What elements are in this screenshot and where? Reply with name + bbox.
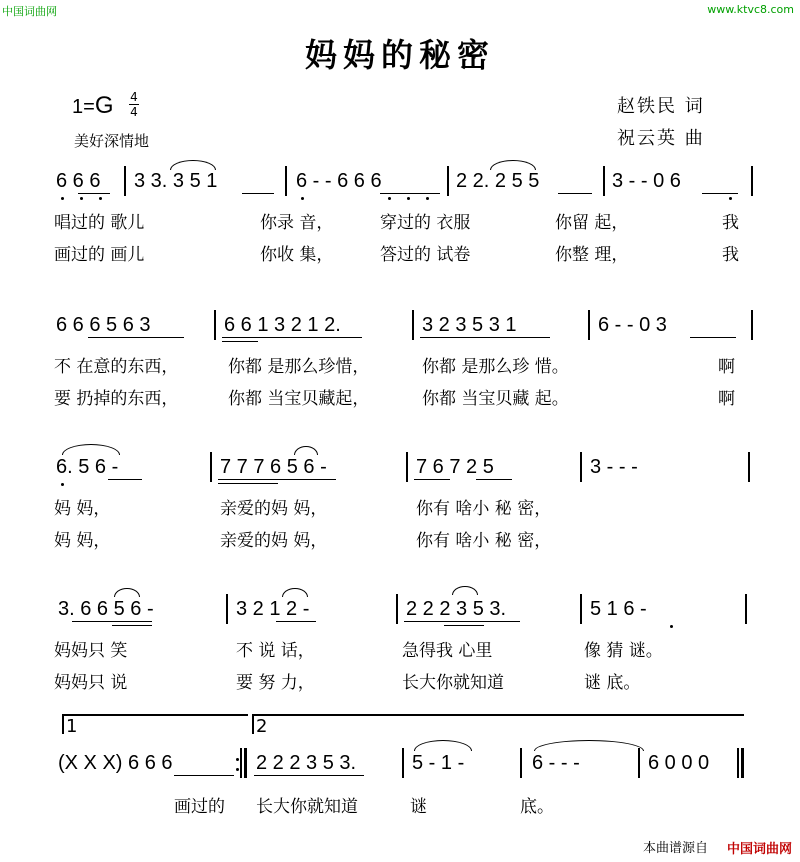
measure-1: 6 6 6 (56, 170, 101, 192)
footer-site[interactable]: 中国词曲网 (726, 842, 792, 857)
volta-2-label: 2 (256, 716, 268, 737)
key-note: G (94, 92, 114, 119)
measure-17: 5 1 6 - (590, 598, 647, 620)
volta-1-bracket-left (62, 714, 64, 734)
barline (751, 310, 753, 340)
lyric: 不 在意的东西， (54, 357, 179, 377)
notation-row-2 (50, 314, 760, 354)
barline (447, 166, 449, 196)
lyric: 画过的 (174, 797, 225, 817)
lyric: 你留 起， (555, 213, 629, 233)
measure-12: 7 6 7 2 5 (416, 456, 494, 478)
notation-row-3 (50, 456, 760, 496)
lyric: 我 (722, 245, 739, 265)
barline (412, 310, 414, 340)
watermark-left[interactable]: 中国词曲网 (2, 5, 57, 18)
low-octave-dot (61, 483, 64, 486)
beam (88, 337, 184, 338)
lyrics-row-3-verse-1 (50, 494, 760, 519)
low-octave-dot (99, 197, 102, 200)
measure-3: 6 - - 6 6 6 (296, 170, 382, 192)
lyric: 你录 音， (260, 213, 334, 233)
low-octave-dot (80, 197, 83, 200)
lyric: 亲爱的妈 妈， (220, 499, 328, 519)
measure-11: 7 7 7 6 5 6 - (220, 456, 327, 478)
lyric: 妈妈只 笑 (54, 641, 128, 661)
beam (108, 479, 142, 480)
measure-14: 3. 6 6 5 6 - (58, 598, 154, 620)
repeat-dot (236, 758, 239, 761)
beam (420, 337, 550, 338)
beam (242, 193, 274, 194)
beam (222, 341, 258, 342)
time-signature-top: 4 (130, 90, 138, 104)
low-octave-dot (670, 625, 673, 628)
time-signature (129, 91, 139, 118)
measure-9: 6 - - 0 3 (598, 314, 667, 336)
measure-15: 3 2 1 2 - (236, 598, 310, 620)
barline (745, 594, 747, 624)
lyric: 你有 啥小 秘 密， (416, 499, 552, 519)
lyric: 你整 理， (555, 245, 629, 265)
barline (638, 748, 640, 778)
beam (112, 625, 152, 626)
beam (444, 625, 484, 626)
measure-20: 5 - 1 - (412, 752, 465, 774)
lyric: 你都 是那么珍 惜。 (422, 357, 569, 377)
beam (414, 479, 450, 480)
measure-6: 6 6 6 5 6 3 (56, 314, 151, 336)
volta-2-bracket-top (252, 714, 744, 716)
barline (520, 748, 522, 778)
final-barline (737, 748, 739, 778)
low-octave-dot (301, 197, 304, 200)
lyric: 你都 当宝贝藏 起。 (422, 389, 569, 409)
key-prefix: 1= (72, 96, 95, 118)
notation-row-1 (50, 170, 760, 210)
barline (751, 166, 753, 196)
slur (452, 586, 478, 595)
beam (254, 775, 364, 776)
notation-row-4 (50, 598, 760, 638)
measure-16: 2 2 2 3 5 3. (406, 598, 507, 620)
lyric: 妈妈只 说 (54, 673, 128, 693)
barline (580, 452, 582, 482)
barline (285, 166, 287, 196)
lyrics-row-2-verse-2 (50, 384, 760, 409)
slur (282, 588, 308, 597)
beam (476, 479, 512, 480)
lyric: 啊 (718, 357, 735, 377)
measure-10: 6. 5 6 - (56, 456, 119, 478)
measure-21: 6 - - - (532, 752, 580, 774)
lyric: 不 说 话， (236, 641, 315, 661)
slur (62, 444, 120, 455)
tie (170, 160, 216, 170)
measure-2: 3 3. 3 5 1 (134, 170, 218, 192)
barline (603, 166, 605, 196)
barline (748, 452, 750, 482)
lyric: 画过的 画儿 (54, 245, 145, 265)
lyrics-row-5 (50, 792, 760, 817)
beam (174, 775, 234, 776)
barline (402, 748, 404, 778)
lyrics-row-2-verse-1 (50, 352, 760, 377)
lyric: 底。 (520, 797, 554, 817)
lyric: 像 猜 谜。 (584, 641, 663, 661)
low-octave-dot (388, 197, 391, 200)
low-octave-dot (61, 197, 64, 200)
lyric: 你有 啥小 秘 密， (416, 531, 552, 551)
barline (588, 310, 590, 340)
notation-row-5 (50, 752, 760, 792)
lyrics-row-3-verse-2 (50, 526, 760, 551)
lyric: 我 (722, 213, 739, 233)
repeat-barline-thick (244, 748, 247, 778)
lyric: 急得我 心里 (402, 641, 493, 661)
beam (78, 193, 110, 194)
lyric: 你都 当宝贝藏起， (228, 389, 370, 409)
lyricist-credit: 赵铁民 词 (617, 96, 705, 117)
repeat-barline (240, 748, 242, 778)
lyrics-row-1-verse-2 (50, 240, 760, 265)
lyric: 唱过的 歌儿 (54, 213, 145, 233)
watermark-right[interactable]: www.ktvc8.com (707, 3, 794, 16)
slur (414, 740, 472, 751)
time-signature-bottom: 4 (130, 105, 138, 119)
key-signature (72, 92, 113, 120)
lyric: 你收 集， (260, 245, 334, 265)
song-title: 妈妈的秘密 (304, 36, 495, 74)
beam (222, 337, 362, 338)
volta-1-bracket-top (62, 714, 248, 716)
lyric: 要 努 力， (236, 673, 315, 693)
lyric: 要 扔掉的东西， (54, 389, 179, 409)
beam (218, 479, 336, 480)
barline (406, 452, 408, 482)
footer-source: 本曲谱源自 (642, 841, 708, 856)
beam (558, 193, 592, 194)
composer-credit: 祝云英 曲 (617, 128, 705, 149)
lyric: 妈 妈， (54, 531, 111, 551)
barline (396, 594, 398, 624)
lyric: 你都 是那么珍惜， (228, 357, 370, 377)
final-barline-thick (741, 748, 744, 778)
barline (124, 166, 126, 196)
low-octave-dot (407, 197, 410, 200)
barline (214, 310, 216, 340)
lyric: 啊 (718, 389, 735, 409)
low-octave-dot (729, 197, 732, 200)
repeat-dot (236, 768, 239, 771)
beam (218, 483, 278, 484)
measure-8: 3 2 3 5 3 1 (422, 314, 517, 336)
beam (72, 621, 152, 622)
lyric: 长大你就知道 (256, 797, 358, 817)
lyrics-row-1-verse-1 (50, 208, 760, 233)
beam (276, 621, 316, 622)
barline (580, 594, 582, 624)
beam (702, 193, 738, 194)
lyric: 谜 (410, 797, 427, 817)
measure-4: 2 2. 2 5 5 (456, 170, 540, 192)
lyric: 答过的 试卷 (380, 245, 471, 265)
tempo-mood: 美好深情地 (74, 132, 150, 150)
lyric: 穿过的 衣服 (380, 213, 471, 233)
volta-1-label: 1 (66, 716, 78, 737)
beam (404, 621, 520, 622)
low-octave-dot (426, 197, 429, 200)
measure-7: 6 6 1 3 2 1 2. (224, 314, 341, 336)
measure-5: 3 - - 0 6 (612, 170, 681, 192)
measure-18: (X X X) 6 6 6 (58, 752, 173, 774)
slur (114, 588, 140, 597)
measure-22: 6 0 0 0 (648, 752, 710, 774)
lyric: 长大你就知道 (402, 673, 504, 693)
lyric: 妈 妈， (54, 499, 111, 519)
lyric: 谜 底。 (584, 673, 641, 693)
lyrics-row-4-verse-2 (50, 668, 760, 693)
barline (210, 452, 212, 482)
measure-13: 3 - - - (590, 456, 638, 478)
barline (226, 594, 228, 624)
beam (380, 193, 440, 194)
measure-19: 2 2 2 3 5 3. (256, 752, 357, 774)
beam (690, 337, 736, 338)
tie (490, 160, 536, 170)
slur (294, 446, 318, 455)
volta-2-bracket-left (252, 714, 254, 734)
lyric: 亲爱的妈 妈， (220, 531, 328, 551)
tie (534, 740, 644, 751)
lyrics-row-4-verse-1 (50, 636, 760, 661)
